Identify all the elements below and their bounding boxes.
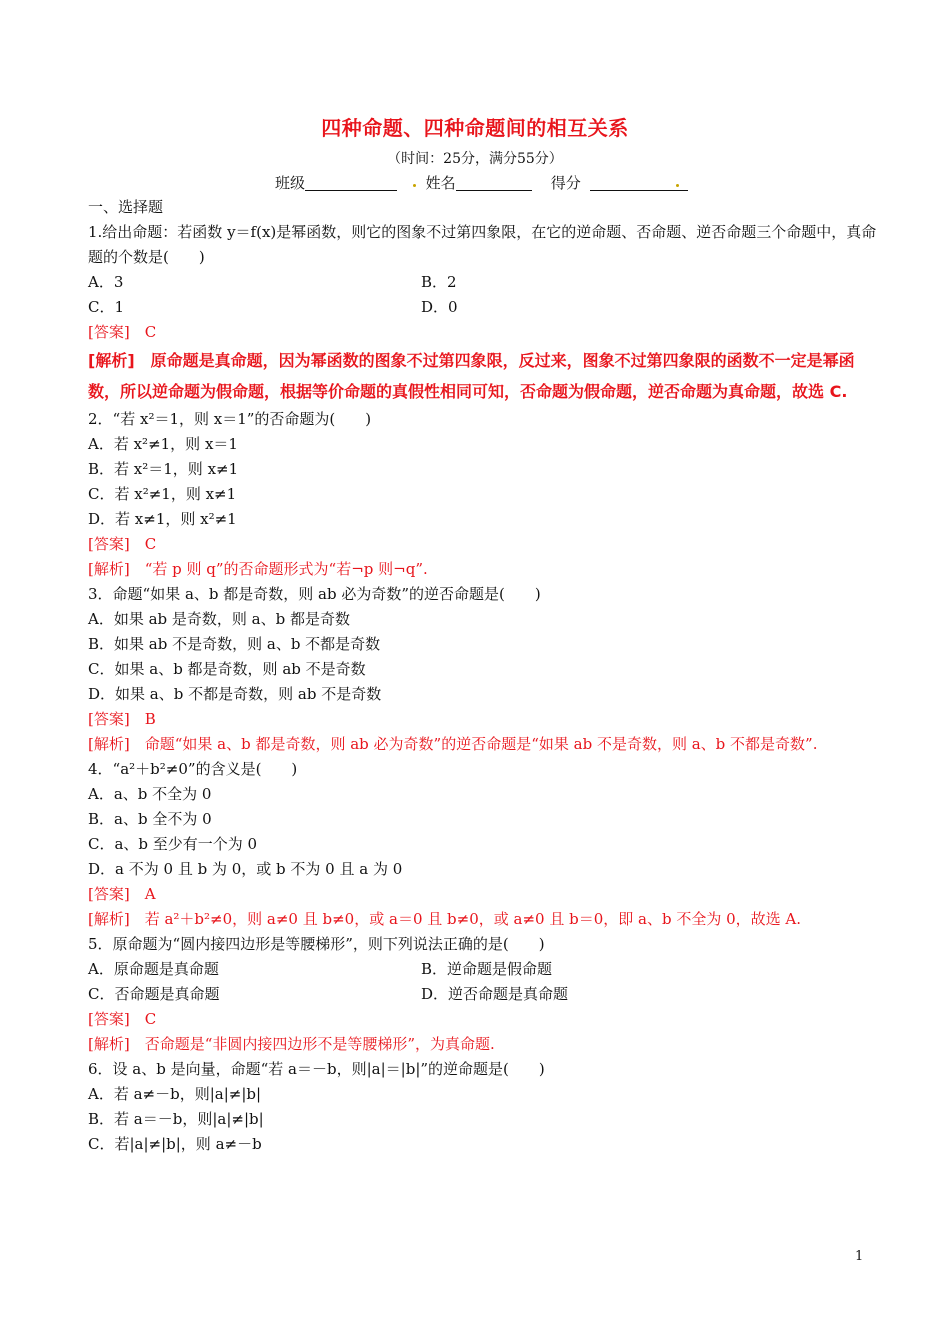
answer: [答案] B: [88, 710, 156, 728]
analysis: [解析] 否命题是“非圆内接四边形不是等腰梯形”，为真命题.: [88, 1035, 495, 1053]
option-d: D．逆否命题是真命题: [421, 985, 569, 1003]
option-a: A．3: [88, 273, 124, 291]
option-a: A．原命题是真命题: [88, 960, 219, 978]
name-blank[interactable]: [456, 174, 532, 191]
question-1-stem: 1.给出命题：若函数 y＝f(x)是幂函数，则它的图象不过第四象限，在它的逆命题、否命题、逆否命题三个命题中，真命题的个数是( ): [88, 223, 877, 266]
answer: [答案] C: [88, 1010, 157, 1028]
option-a: A．a、b 不全为 0: [88, 785, 212, 803]
student-info-line: [275, 172, 695, 193]
option-c: C．若|a|≠|b|，则 a≠－b: [88, 1135, 262, 1153]
question-5-options-row1: [88, 957, 878, 982]
answer: [答案] C: [88, 323, 157, 341]
analysis: [解析] 若 a²＋b²≠0，则 a≠0 且 b≠0，或 a＝0 且 b≠0，或 a≠0 且 b＝0，即 a、b 不全为 0，故选 A.: [88, 910, 802, 928]
option-d: D．a 不为 0 且 b 为 0，或 b 不为 0 且 a 为 0: [88, 860, 403, 878]
question-4-stem: 4．“a²＋b²≠0”的含义是( ): [88, 760, 298, 778]
option-a: A．如果 ab 是奇数，则 a、b 都是奇数: [88, 610, 350, 628]
marker-dot: [676, 184, 679, 187]
question-5-options-row2: [88, 982, 878, 1007]
answer: [答案] A: [88, 885, 156, 903]
page-title: 四种命题、四种命题间的相互关系: [321, 116, 629, 140]
score-blank[interactable]: [590, 174, 688, 191]
question-6-stem: 6．设 a、b 是向量，命题“若 a＝－b，则|a|＝|b|”的逆命题是( ): [88, 1060, 545, 1078]
option-b: B．2: [421, 273, 457, 291]
question-list: [88, 195, 878, 1157]
option-d: D．若 x≠1，则 x²≠1: [88, 510, 237, 528]
option-b: B．若 a＝－b，则|a|≠|b|: [88, 1110, 264, 1128]
option-b: B．a、b 全不为 0: [88, 810, 212, 828]
option-b: B．如果 ab 不是奇数，则 a、b 不都是奇数: [88, 635, 381, 653]
analysis: [解析] 命题“如果 a、b 都是奇数，则 ab 必为奇数”的逆否命题是“如果 ab 不是奇数，则 a、b 不都是奇数”.: [88, 735, 818, 753]
option-c: C．a、b 至少有一个为 0: [88, 835, 258, 853]
analysis: [解析] “若 p 则 q”的否命题形式为“若¬p 则¬q”.: [88, 560, 428, 578]
option-c: C．否命题是真命题: [88, 985, 220, 1003]
option-c: C．如果 a、b 都是奇数，则 ab 不是奇数: [88, 660, 366, 678]
question-1-options-row1: [88, 270, 878, 295]
option-d: D．0: [421, 298, 458, 316]
page-number: 1: [855, 1249, 864, 1264]
question-2-stem: 2．“若 x²＝1，则 x＝1”的否命题为( ): [88, 410, 372, 428]
option-c: C．1: [88, 298, 125, 316]
analysis: [解析] 原命题是真命题，因为幂函数的图象不过第四象限，反过来，图象不过第四象限的函数不一定是幂函数，所以逆命题为假命题，根据等价命题的真假性相同可知，否命题为假命题，逆否命题为真命题，故选 C.: [88, 351, 855, 401]
class-label: 班级: [275, 174, 306, 192]
question-1-options-row2: [88, 295, 878, 320]
option-a: A．若 a≠－b，则|a|≠|b|: [88, 1085, 262, 1103]
section-heading: 一、选择题: [88, 198, 164, 216]
class-blank[interactable]: [305, 174, 397, 191]
time-score-note: （时间：25分，满分55分）: [387, 151, 563, 167]
answer: [答案] C: [88, 535, 157, 553]
question-5-stem: 5．原命题为“圆内接四边形是等腰梯形”，则下列说法正确的是( ): [88, 935, 545, 953]
option-b: B．若 x²＝1，则 x≠1: [88, 460, 239, 478]
marker-dot: [413, 184, 416, 187]
question-3-stem: 3．命题“如果 a、b 都是奇数，则 ab 必为奇数”的逆否命题是( ): [88, 585, 541, 603]
name-label: 姓名: [425, 174, 456, 192]
option-a: A．若 x²≠1，则 x＝1: [88, 435, 238, 453]
option-c: C．若 x²≠1，则 x≠1: [88, 485, 237, 503]
option-b: B．逆命题是假命题: [421, 960, 553, 978]
option-d: D．如果 a、b 不都是奇数，则 ab 不是奇数: [88, 685, 382, 703]
score-label: 得分: [550, 174, 581, 192]
